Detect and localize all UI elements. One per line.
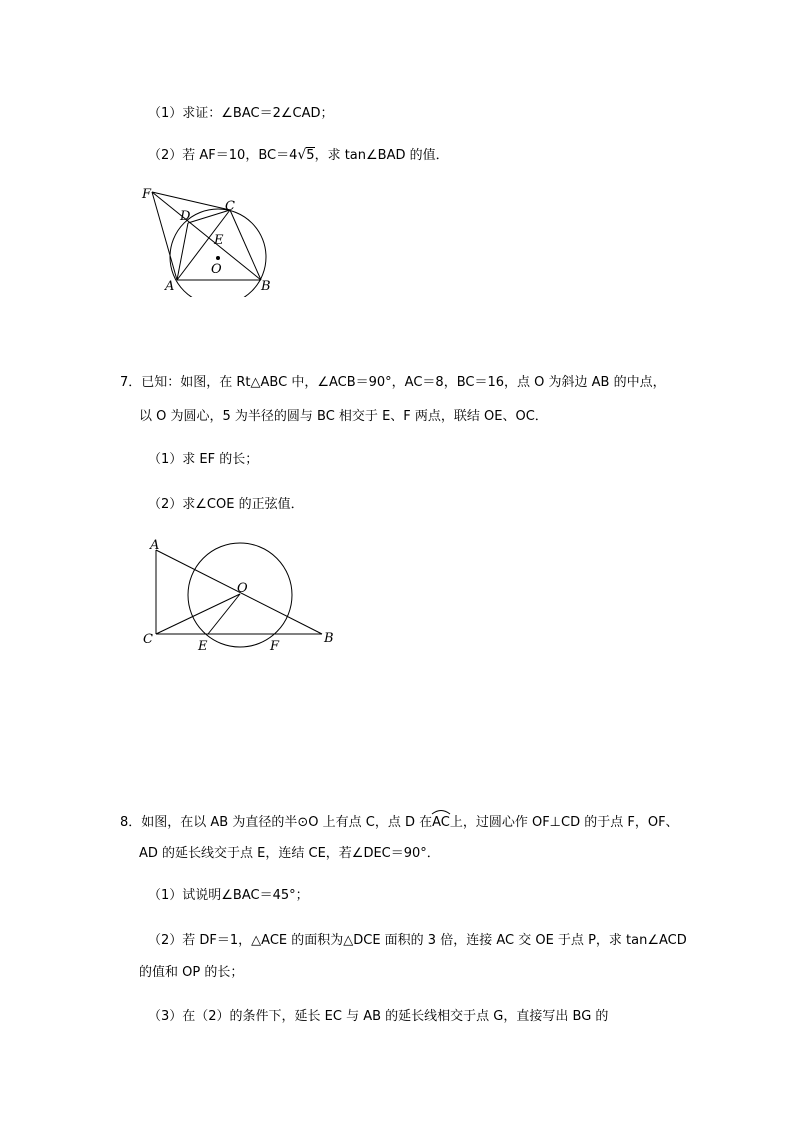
q8-stem-pre: 8．如图，在以 AB 为直径的半⊙O 上有点 C，点 D 在 <box>120 815 433 830</box>
q7-part2: （2）求∠COE 的正弦值． <box>148 497 304 512</box>
q6-label-O: O <box>211 262 222 277</box>
q7-stem-line1: 7．已知：如图，在 Rt△ABC 中，∠ACB＝90°，AC＝8，BC＝16，点 O 为斜边 AB 的中点， <box>120 375 666 390</box>
q8-part1: （1）试说明∠BAC＝45°； <box>148 888 309 903</box>
arc-mark-icon <box>431 809 451 815</box>
q6-label-A: A <box>165 279 175 294</box>
q6-seg-CB <box>230 210 261 280</box>
sqrt-sign: √ <box>297 147 307 163</box>
q6-figure <box>140 182 290 297</box>
q8-stem-line2: AD 的延长线交于点 E，连结 CE，若∠DEC＝90°． <box>139 846 440 861</box>
q7-stem-line2: 以 O 为圆心，5 为半径的圆与 BC 相交于 E、F 两点，联结 OE、OC． <box>139 409 548 424</box>
q8-arc <box>432 812 450 832</box>
q6-part2 <box>148 146 449 165</box>
q7-label-E: E <box>198 639 208 654</box>
q8-stem-post: 上，过圆心作 OF⊥CD 的于点 F，OF、 <box>449 815 679 830</box>
q8-arc-label: AC <box>432 815 450 830</box>
q7-label-C: C <box>143 632 153 647</box>
q6-part2-post: ，求 tan∠BAD 的值． <box>314 148 449 163</box>
q7-label-B: B <box>324 631 334 646</box>
q8-stem-line1 <box>120 812 679 832</box>
q6-part1: （1）求证：∠BAC＝2∠CAD； <box>148 106 334 121</box>
q6-label-C: C <box>225 199 235 214</box>
q7-label-F: F <box>270 639 280 654</box>
q7-label-A: A <box>150 538 160 553</box>
q8-part3: （3）在（2）的条件下，延长 EC 与 AB 的延长线相交于点 G，直接写出 BG 的 <box>148 1009 609 1024</box>
q8-part2-line2: 的值和 OP 的长； <box>139 965 244 980</box>
q6-label-D: D <box>180 209 191 224</box>
q6-label-F: F <box>142 187 152 202</box>
q6-label-B: B <box>261 279 271 294</box>
q6-seg-AD <box>177 223 188 280</box>
q7-seg-OE <box>208 594 240 634</box>
q7-label-O: O <box>237 581 248 596</box>
q6-seg-DC <box>188 210 230 223</box>
q6-label-E: E <box>214 233 224 248</box>
q8-part2-line1: （2）若 DF＝1，△ACE 的面积为△DCE 面积的 3 倍，连接 AC 交 OE 于点 P，求 tan∠ACD <box>148 933 687 948</box>
q6-seg-FA <box>152 192 177 280</box>
q7-seg-OC <box>156 594 240 634</box>
q6-part2-radicand: 5 <box>306 148 315 163</box>
q7-figure <box>140 532 340 654</box>
q6-seg-FB <box>152 192 261 280</box>
q7-part1: （1）求 EF 的长； <box>148 452 259 467</box>
q6-part2-pre: （2）若 AF＝10，BC＝4 <box>148 148 298 163</box>
q6-center-dot <box>216 256 220 260</box>
